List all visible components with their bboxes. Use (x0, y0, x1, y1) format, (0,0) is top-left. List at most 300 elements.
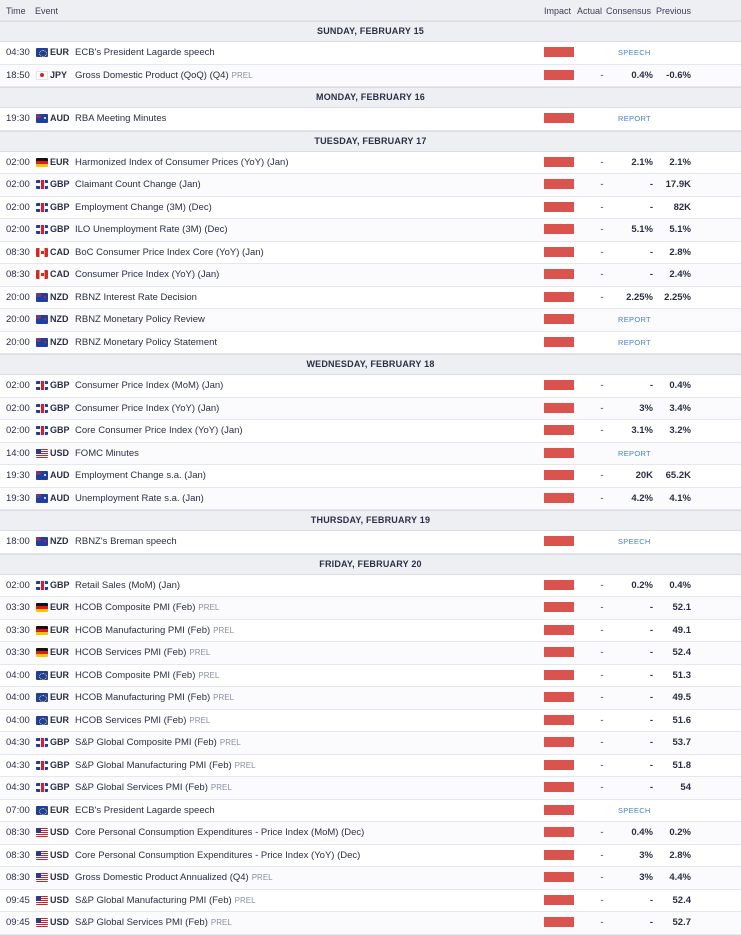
event-name-cell[interactable] (75, 620, 234, 642)
currency-code: AUD (50, 470, 70, 480)
previous-value: 2.25% (664, 291, 691, 303)
previous-value: 51.8 (672, 759, 691, 771)
event-name-cell[interactable] (75, 219, 228, 241)
currency-code: USD (50, 917, 70, 927)
event-time: 18:00 (6, 536, 30, 547)
table-row[interactable] (0, 65, 741, 88)
previous-value: 3.4% (669, 402, 691, 414)
consensus-value: 3% (639, 849, 653, 861)
previous-value: 52.4 (672, 894, 691, 906)
actual-value: - (600, 872, 604, 883)
event-name-cell[interactable] (75, 332, 217, 354)
gb-flag-icon (36, 738, 48, 747)
table-row[interactable] (0, 687, 741, 710)
table-row[interactable] (0, 375, 741, 398)
event-name-cell[interactable] (75, 264, 219, 286)
event-name[interactable]: RBA Meeting Minutes (75, 113, 167, 124)
event-time: 02:00 (6, 402, 30, 414)
currency-code: AUD (50, 492, 70, 503)
table-row[interactable] (0, 197, 741, 220)
prel-tag: PREL (189, 715, 211, 725)
impact-bar (544, 337, 574, 347)
day-group (0, 531, 741, 554)
event-time: 19:30 (6, 113, 30, 124)
event-name-cell[interactable] (75, 642, 210, 664)
impact-bar (544, 827, 574, 837)
day-group (0, 375, 741, 510)
actual-value: - (600, 492, 604, 504)
event-time: 14:00 (6, 447, 30, 459)
impact-bar (544, 580, 574, 590)
consensus-value: 2.25% (626, 291, 653, 303)
impact-bar (544, 380, 574, 390)
event-time: 04:00 (6, 692, 30, 703)
table-row[interactable] (0, 597, 741, 620)
de-flag-icon (36, 626, 48, 635)
consensus-value: - (649, 759, 653, 771)
actual-value: - (600, 827, 604, 838)
event-name-cell[interactable] (75, 375, 223, 397)
event-type-badge[interactable]: REPORT (618, 114, 651, 123)
consensus-value: 0.4% (631, 827, 653, 838)
event-time: 04:30 (6, 782, 30, 793)
currency-code: GBP (50, 179, 70, 189)
table-row[interactable] (0, 242, 741, 265)
table-row[interactable] (0, 287, 741, 310)
event-name-cell[interactable] (75, 755, 256, 777)
previous-value: 52.7 (672, 917, 691, 928)
event-name[interactable]: HCOB Manufacturing PMI (Feb) (75, 692, 211, 703)
previous-value: 2.8% (669, 246, 691, 258)
previous-value: 17.9K (665, 179, 691, 190)
impact-bar (544, 493, 574, 503)
actual-value: - (600, 759, 604, 771)
table-row[interactable] (0, 332, 741, 355)
table-row[interactable] (0, 710, 741, 733)
currency-code: EUR (50, 47, 70, 57)
table-row[interactable] (0, 443, 741, 466)
event-type-badge[interactable]: SPEECH (618, 537, 651, 546)
event-name[interactable]: S&P Global Services PMI (Feb) (75, 917, 208, 928)
previous-value: 4.4% (669, 872, 691, 883)
event-name[interactable]: HCOB Composite PMI (Feb) (75, 602, 196, 613)
table-row[interactable] (0, 665, 741, 688)
calendar-body (0, 21, 741, 935)
event-time: 02:00 (6, 156, 30, 168)
previous-value: 52.1 (672, 602, 691, 613)
consensus-value: 5.1% (631, 224, 653, 235)
currency-code: GBP (50, 201, 70, 212)
actual-value: - (600, 380, 604, 391)
event-name[interactable]: Core Personal Consumption Expenditures - Price Index (YoY) (Dec) (75, 849, 361, 861)
prel-tag: PREL (234, 895, 256, 905)
prel-tag: PREL (189, 648, 211, 657)
currency-code: GBP (50, 380, 70, 390)
event-name[interactable]: Harmonized Index of Consumer Prices (YoY) (Jan) (75, 156, 289, 168)
table-row[interactable] (0, 488, 741, 511)
currency-code: EUR (50, 804, 70, 815)
prel-tag: PREL (231, 70, 253, 80)
actual-value: - (600, 291, 604, 303)
consensus-value: - (649, 647, 653, 658)
event-name-cell[interactable] (75, 800, 215, 822)
currency-code: USD (50, 894, 70, 905)
previous-value: 0.4% (669, 579, 691, 591)
impact-bar (544, 692, 574, 702)
event-name[interactable]: Employment Change s.a. (Jan) (75, 470, 206, 481)
currency-code: GBP (50, 579, 70, 590)
event-name[interactable]: HCOB Composite PMI (Feb) (75, 669, 196, 681)
day-header: SUNDAY, FEBRUARY 15 (0, 21, 741, 42)
event-name-cell[interactable] (75, 309, 205, 331)
nz-flag-icon (36, 338, 48, 347)
event-name-cell[interactable] (75, 867, 273, 889)
consensus-value: 3% (639, 872, 653, 883)
previous-value: -0.6% (666, 69, 691, 81)
actual-value: - (600, 917, 604, 928)
event-name-cell[interactable] (75, 465, 206, 487)
table-row[interactable] (0, 575, 741, 598)
event-name[interactable]: S&P Global Composite PMI (Feb) (75, 737, 217, 748)
impact-bar (544, 403, 574, 413)
table-row[interactable] (0, 912, 741, 935)
nz-flag-icon (36, 293, 48, 302)
currency-code: USD (50, 872, 70, 882)
gb-flag-icon (36, 203, 48, 212)
event-time: 07:00 (6, 804, 30, 816)
impact-bar (544, 647, 574, 657)
event-type-badge[interactable]: REPORT (618, 337, 651, 347)
event-name-cell[interactable] (75, 912, 232, 934)
day-group (0, 108, 741, 131)
event-name[interactable]: ECB's President Lagarde speech (75, 47, 215, 58)
event-name-cell[interactable] (75, 710, 210, 732)
event-name-cell[interactable] (75, 287, 197, 309)
event-name-cell[interactable] (75, 845, 360, 867)
previous-value: 2.4% (669, 269, 691, 280)
impact-bar (544, 536, 574, 546)
event-time: 08:30 (6, 246, 30, 258)
event-name[interactable]: S&P Global Manufacturing PMI (Feb) (75, 894, 232, 906)
consensus-value: - (649, 380, 653, 391)
event-name-cell[interactable] (75, 152, 289, 174)
impact-bar (544, 737, 574, 747)
currency-code: NZD (50, 291, 69, 302)
event-time: 02:00 (6, 224, 30, 235)
event-time: 04:30 (6, 737, 30, 748)
impact-bar (544, 805, 574, 815)
event-name[interactable]: FOMC Minutes (75, 447, 139, 459)
event-type-badge[interactable]: SPEECH (618, 48, 651, 57)
prel-tag: PREL (219, 738, 241, 747)
event-name[interactable]: Consumer Price Index (YoY) (Jan) (75, 402, 220, 414)
consensus-value: - (649, 692, 653, 703)
event-time: 19:30 (6, 492, 30, 504)
previous-value: 54 (680, 782, 691, 793)
day-header: WEDNESDAY, FEBRUARY 18 (0, 354, 741, 375)
table-row[interactable] (0, 219, 741, 242)
gb-flag-icon (36, 761, 48, 770)
prel-tag: PREL (213, 693, 235, 702)
consensus-value: - (649, 917, 653, 928)
consensus-value: - (649, 894, 653, 906)
event-name[interactable]: Gross Domestic Product Annualized (Q4) (75, 872, 249, 883)
gb-flag-icon (36, 225, 48, 234)
impact-bar (544, 157, 574, 167)
previous-value: 52.4 (672, 647, 691, 658)
table-row[interactable] (0, 108, 741, 131)
event-time: 04:00 (6, 669, 30, 681)
impact-bar (544, 47, 574, 57)
currency-code: NZD (50, 314, 69, 324)
event-name[interactable]: HCOB Services PMI (Feb) (75, 647, 187, 658)
event-name[interactable]: BoC Consumer Price Index Core (YoY) (Jan) (75, 246, 264, 258)
consensus-value: - (649, 179, 653, 190)
currency-code: NZD (50, 536, 69, 546)
event-name-cell[interactable] (75, 822, 364, 844)
event-time: 04:30 (6, 759, 30, 771)
prel-tag: PREL (210, 918, 232, 927)
us-flag-icon (36, 918, 48, 927)
event-time: 08:30 (6, 827, 30, 838)
event-name[interactable]: HCOB Services PMI (Feb) (75, 714, 187, 726)
actual-value: - (600, 714, 604, 726)
table-row[interactable] (0, 309, 741, 332)
table-row[interactable] (0, 755, 741, 778)
gb-flag-icon (36, 783, 48, 792)
nz-flag-icon (36, 315, 48, 324)
nz-flag-icon (36, 537, 48, 546)
event-time: 02:00 (6, 380, 30, 391)
consensus-value: 0.4% (631, 69, 653, 81)
event-time: 04:30 (6, 47, 30, 58)
event-name[interactable]: Core Personal Consumption Expenditures - Price Index (MoM) (Dec) (75, 827, 365, 838)
impact-bar (544, 625, 574, 635)
event-name[interactable]: HCOB Manufacturing PMI (Feb) (75, 624, 211, 636)
impact-bar (544, 850, 574, 860)
table-row[interactable] (0, 531, 741, 554)
consensus-value: - (649, 602, 653, 613)
event-name-cell[interactable] (75, 398, 219, 420)
previous-value: 0.4% (669, 380, 691, 391)
consensus-value: 3.1% (631, 425, 653, 436)
currency-code: GBP (50, 782, 70, 792)
event-name-cell[interactable] (75, 665, 219, 687)
table-row[interactable] (0, 642, 741, 665)
event-time: 02:00 (6, 201, 30, 213)
event-name-cell[interactable] (75, 420, 243, 442)
currency-code: USD (50, 447, 70, 458)
actual-value: - (600, 782, 604, 793)
currency-code: EUR (50, 714, 70, 725)
event-name[interactable]: ILO Unemployment Rate (3M) (Dec) (75, 224, 228, 235)
event-name-cell[interactable] (75, 197, 212, 219)
event-name-cell[interactable] (75, 531, 177, 553)
event-name[interactable]: ECB's President Lagarde speech (75, 804, 215, 816)
table-row[interactable] (0, 420, 741, 443)
event-name-cell[interactable] (75, 777, 232, 799)
event-name-cell[interactable] (75, 42, 215, 64)
eu-flag-icon (36, 671, 48, 680)
impact-bar (544, 269, 574, 279)
event-name-cell[interactable] (75, 174, 201, 196)
event-type-badge[interactable]: REPORT (618, 448, 651, 458)
previous-value: 5.1% (669, 224, 691, 235)
event-name-cell[interactable] (75, 890, 256, 912)
table-row[interactable] (0, 777, 741, 800)
event-name-cell[interactable] (75, 597, 219, 619)
event-name-cell[interactable] (75, 65, 253, 87)
header-time: Time (6, 6, 26, 16)
table-row[interactable] (0, 264, 741, 287)
currency-code: EUR (50, 692, 70, 702)
table-row[interactable] (0, 890, 741, 913)
event-name[interactable]: Retail Sales (MoM) (Jan) (75, 579, 181, 591)
event-name[interactable]: RBNZ Monetary Policy Review (75, 314, 205, 325)
actual-value: - (600, 624, 604, 636)
currency-code: CAD (50, 246, 70, 257)
event-name[interactable]: S&P Global Manufacturing PMI (Feb) (75, 759, 232, 771)
previous-value: 2.8% (669, 849, 691, 861)
us-flag-icon (36, 851, 48, 860)
actual-value: - (600, 179, 604, 190)
impact-bar (544, 224, 574, 234)
consensus-value: 2.1% (631, 156, 653, 168)
consensus-value: - (649, 246, 653, 258)
gb-flag-icon (36, 180, 48, 189)
impact-bar (544, 760, 574, 770)
currency-code: AUD (50, 113, 70, 123)
impact-bar (544, 113, 574, 123)
currency-code: EUR (50, 647, 70, 657)
currency-code: NZD (50, 336, 69, 347)
previous-value: 0.2% (669, 827, 691, 838)
prel-tag: PREL (198, 603, 220, 612)
event-name[interactable]: Employment Change (3M) (Dec) (75, 201, 212, 213)
day-header: THURSDAY, FEBRUARY 19 (0, 510, 741, 531)
event-name[interactable]: RBNZ's Breman speech (75, 536, 177, 547)
event-name[interactable]: RBNZ Interest Rate Decision (75, 291, 197, 303)
impact-bar (544, 179, 574, 189)
ca-flag-icon (36, 248, 48, 257)
previous-value: 49.1 (672, 624, 691, 636)
impact-bar (544, 314, 574, 324)
impact-bar (544, 448, 574, 458)
eu-flag-icon (36, 806, 48, 815)
us-flag-icon (36, 873, 48, 882)
consensus-value: - (649, 624, 653, 636)
event-name[interactable]: S&P Global Services PMI (Feb) (75, 782, 208, 793)
table-row[interactable] (0, 620, 741, 643)
day-group (0, 152, 741, 355)
event-time: 20:00 (6, 314, 30, 325)
table-row[interactable] (0, 822, 741, 845)
table-row[interactable] (0, 867, 741, 890)
impact-bar (544, 602, 574, 612)
event-time: 08:30 (6, 872, 30, 883)
event-name-cell[interactable] (75, 108, 166, 130)
table-row[interactable] (0, 732, 741, 755)
actual-value: - (600, 602, 604, 613)
day-header: TUESDAY, FEBRUARY 17 (0, 131, 741, 152)
event-name[interactable]: RBNZ Monetary Policy Statement (75, 336, 218, 348)
header-previous: Previous (656, 6, 692, 16)
table-row[interactable] (0, 465, 741, 488)
event-time: 02:00 (6, 579, 30, 591)
table-row[interactable] (0, 845, 741, 868)
header-event: Event (35, 6, 59, 16)
event-time: 04:00 (6, 714, 30, 726)
consensus-value: - (649, 201, 653, 213)
currency-code: EUR (50, 156, 70, 167)
impact-bar (544, 782, 574, 792)
currency-code: USD (50, 849, 70, 860)
table-row[interactable] (0, 152, 741, 175)
event-time: 08:30 (6, 269, 30, 280)
event-type-badge[interactable]: SPEECH (618, 805, 651, 815)
table-row[interactable] (0, 42, 741, 65)
table-row[interactable] (0, 174, 741, 197)
us-flag-icon (36, 449, 48, 458)
actual-value: - (600, 156, 604, 168)
actual-value: - (600, 425, 604, 436)
consensus-value: - (649, 714, 653, 726)
event-name[interactable]: Core Consumer Price Index (YoY) (Jan) (75, 425, 243, 436)
de-flag-icon (36, 158, 48, 167)
de-flag-icon (36, 603, 48, 612)
jp-flag-icon (36, 71, 48, 80)
event-name[interactable]: Consumer Price Index (YoY) (Jan) (75, 269, 220, 280)
actual-value: - (600, 470, 604, 481)
event-name-cell[interactable] (75, 687, 234, 709)
table-header (0, 0, 741, 21)
event-name-cell[interactable] (75, 488, 204, 510)
consensus-value: 20K (635, 470, 653, 481)
currency-code: CAD (50, 269, 70, 279)
event-name[interactable]: Consumer Price Index (MoM) (Jan) (75, 380, 224, 391)
au-flag-icon (36, 114, 48, 123)
day-header: FRIDAY, FEBRUARY 20 (0, 554, 741, 575)
impact-bar (544, 425, 574, 435)
table-row[interactable] (0, 398, 741, 421)
previous-value: 65.2K (665, 470, 691, 481)
event-name-cell[interactable] (75, 575, 180, 597)
actual-value: - (600, 224, 604, 235)
previous-value: 53.7 (672, 737, 691, 748)
event-name[interactable]: Claimant Count Change (Jan) (75, 179, 201, 190)
event-name-cell[interactable] (75, 242, 264, 264)
event-name-cell[interactable] (75, 732, 241, 754)
au-flag-icon (36, 494, 48, 503)
us-flag-icon (36, 828, 48, 837)
gb-flag-icon (36, 381, 48, 390)
consensus-value: 4.2% (631, 492, 653, 504)
actual-value: - (600, 737, 604, 748)
actual-value: - (600, 201, 604, 213)
event-time: 03:30 (6, 647, 30, 658)
table-row[interactable] (0, 800, 741, 823)
header-consensus: Consensus (606, 6, 652, 16)
currency-code: GBP (50, 224, 70, 234)
impact-bar (544, 70, 574, 80)
event-type-badge[interactable]: REPORT (618, 315, 651, 324)
currency-code: EUR (50, 602, 70, 612)
actual-value: - (600, 402, 604, 414)
previous-value: 49.5 (672, 692, 691, 703)
event-name-cell[interactable] (75, 443, 139, 465)
event-name[interactable]: Unemployment Rate s.a. (Jan) (75, 492, 204, 504)
event-name[interactable]: Gross Domestic Product (QoQ) (Q4) (75, 69, 229, 81)
